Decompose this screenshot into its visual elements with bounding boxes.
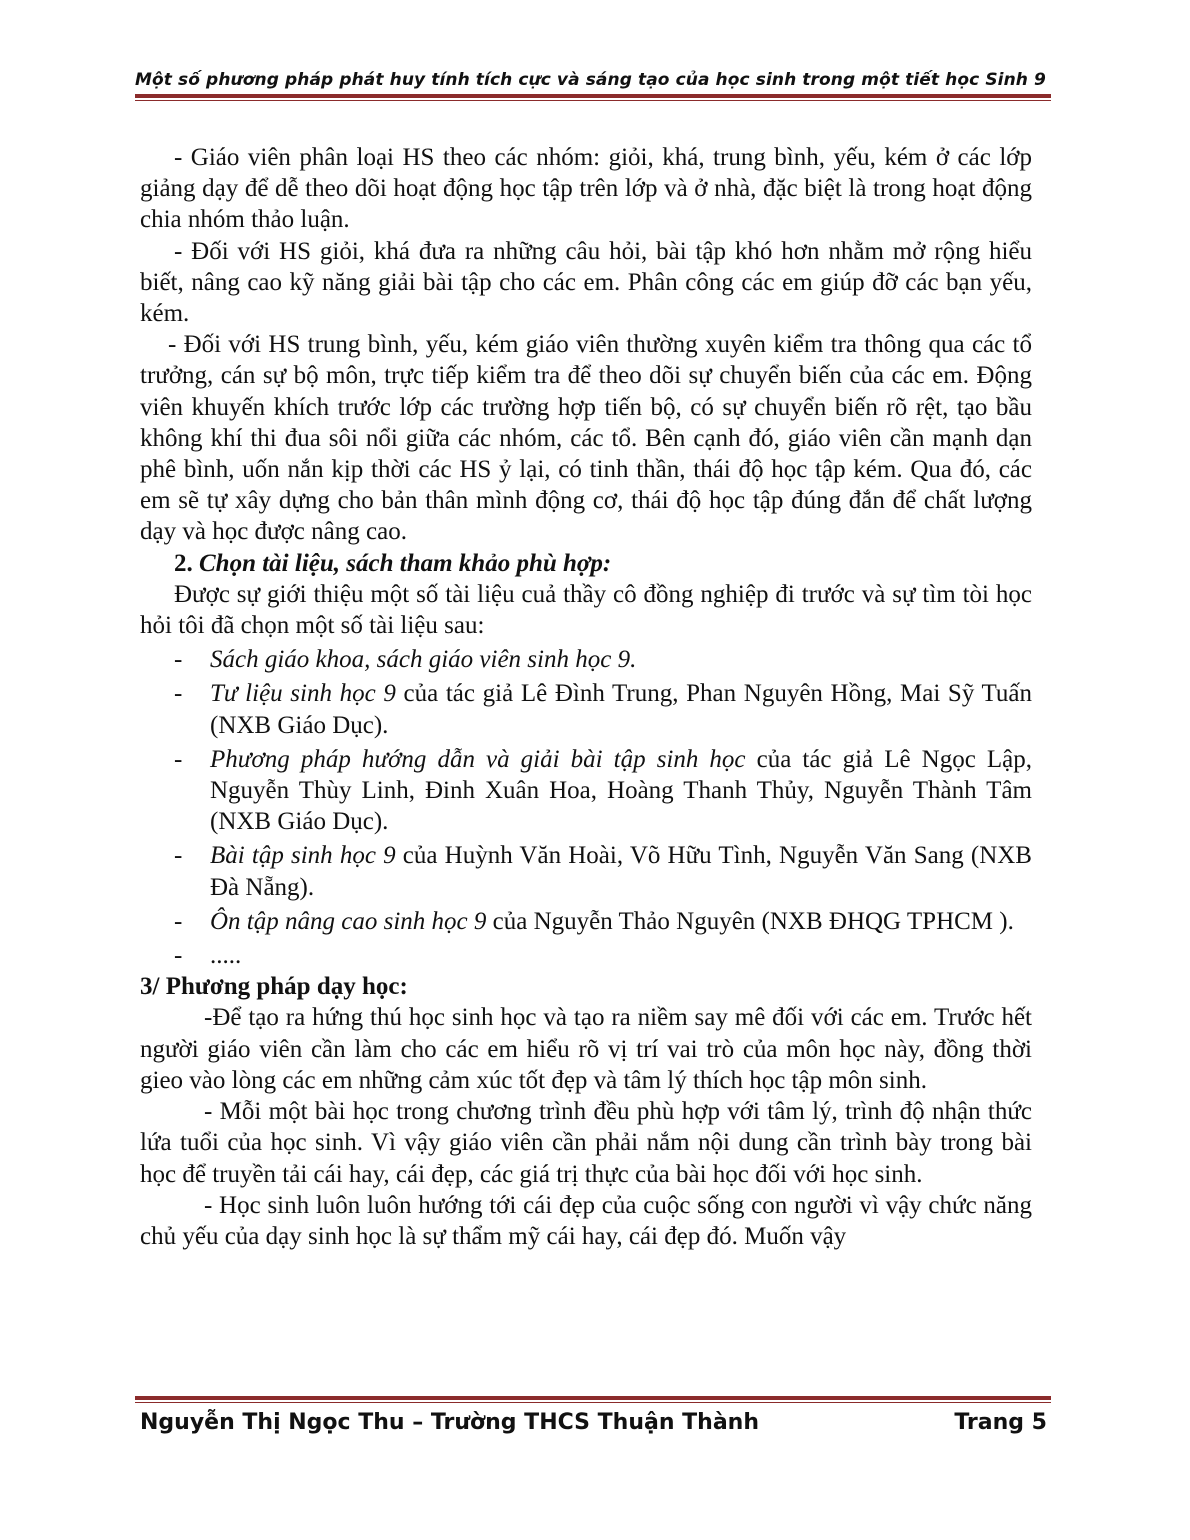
footer-rule	[135, 1396, 1051, 1403]
paragraph: - Học sinh luôn luôn hướng tới cái đẹp của cuộc sống con người vì vậy chức năng chủ yếu của dạy sinh học là sự thẩm mỹ cái hay, cái đẹp đó. Muốn vậy	[140, 1191, 1032, 1250]
reference-title: Tư liệu sinh học 9	[210, 680, 396, 708]
section-2-intro: Được sự giới thiệu một số tài liệu cuả thầy cô đồng nghiệp đi trước và sự tìm tòi học hỏi tôi đã chọn một số tài liệu sau:	[140, 580, 1032, 640]
reference-item: - Ôn tập nâng cao sinh học 9 của Nguyễn Thảo Nguyên (NXB ĐHQG TPHCM ).	[174, 907, 1014, 935]
paragraph: - Đối với HS trung bình, yếu, kém giáo viên thường xuyên kiểm tra thông qua các tổ trưởng, cán sự bộ môn, trực tiếp kiểm tra để theo dõi sự chuyển biến của các em. Động viên khuyến khích trước lớp các trường hợp tiến bộ, có sự chuyển biến rõ rệt, tạo bầu không khí thi đua sôi nổi giữa các nhóm, các tổ. Bên cạnh đó, giáo viên cần mạnh dạn phê bình, uốn nắn kịp thời các HS ỷ lại, có tinh thần, thái độ học tập kém. Qua đó, các em sẽ tự xây dựng cho bản thân mình động cơ, thái độ học tập đúng đắn để chất lượng dạy và học được nâng cao.	[140, 331, 1032, 546]
reference-item: - Tư liệu sinh học 9 của tác giả Lê Đình Trung, Phan Nguyên Hồng, Mai Sỹ Tuấn (NXB Giáo Dục).	[174, 680, 1032, 739]
reference-item: - Sách giáo khoa, sách giáo viên sinh học 9.	[174, 646, 637, 674]
section-2-title: Chọn tài liệu, sách tham khảo phù hợp:	[199, 549, 612, 577]
header-rule	[135, 94, 1051, 101]
reference-title: Sách giáo khoa, sách giáo viên sinh học 9.	[210, 646, 637, 674]
paragraph: -Để tạo ra hứng thú học sinh học và tạo ra niềm say mê đối với các em. Trước hết người giáo viên cần làm cho các em hiểu rõ vị trí vai trò của môn học này, đồng thời gieo vào lòng các em những cảm xúc tốt đẹp và tâm lý thích học tập môn sinh.	[140, 1004, 1032, 1094]
section-2-number: 2.	[174, 549, 193, 577]
paragraph: - Giáo viên phân loại HS theo các nhóm: giỏi, khá, trung bình, yếu, kém ở các lớp giảng dạy để dễ theo dõi hoạt động học tập trên lớp và ở nhà, đặc biệt là trong hoạt động chia nhóm thảo luận.	[140, 144, 1032, 234]
reference-item: - Phương pháp hướng dẫn và giải bài tập sinh học của tác giả Lê Ngọc Lập, Nguyễn Thùy Linh, Đinh Xuân Hoa, Hoàng Thanh Thủy, Nguyễn Thành Tâm (NXB Giáo Dục).	[174, 745, 1032, 836]
document-body	[140, 142, 1032, 1252]
section-2-heading	[140, 548, 1032, 579]
page-number: Trang 5	[954, 1410, 1047, 1435]
paragraph: - Đối với HS giỏi, khá đưa ra những câu hỏi, bài tập khó hơn nhằm mở rộng hiểu biết, nâng cao kỹ năng giải bài tập cho các em. Phân công các em giúp đỡ các bạn yếu, kém.	[140, 237, 1032, 328]
paragraph: - Mỗi một bài học trong chương trình đều phù hợp với tâm lý, trình độ nhận thức lứa tuổi của học sinh. Vì vậy giáo viên cần phải nắm nội dung cần trình bày trong bài học để truyền tải cái hay, cái đẹp, các giá trị thực của bài học đối với học sinh.	[140, 1098, 1032, 1188]
reference-list	[140, 644, 1032, 971]
reference-title: Ôn tập nâng cao sinh học 9	[210, 907, 487, 935]
section-3-heading: 3/ Phương pháp dạy học:	[140, 973, 408, 1001]
reference-title: Bài tập sinh học 9	[210, 842, 396, 870]
footer-author: Nguyễn Thị Ngọc Thu – Trường THCS Thuận Thành	[140, 1410, 759, 1435]
reference-item: - .....	[174, 942, 242, 970]
page-header: Một số phương pháp phát huy tính tích cực và sáng tạo của học sinh trong một tiết học Sinh 9	[135, 70, 1046, 90]
reference-title: Phương pháp hướng dẫn và giải bài tập sinh học	[210, 745, 746, 773]
reference-item: - Bài tập sinh học 9 của Huỳnh Văn Hoài, Võ Hữu Tình, Nguyễn Văn Sang (NXB Đà Nẵng).	[174, 842, 1032, 901]
